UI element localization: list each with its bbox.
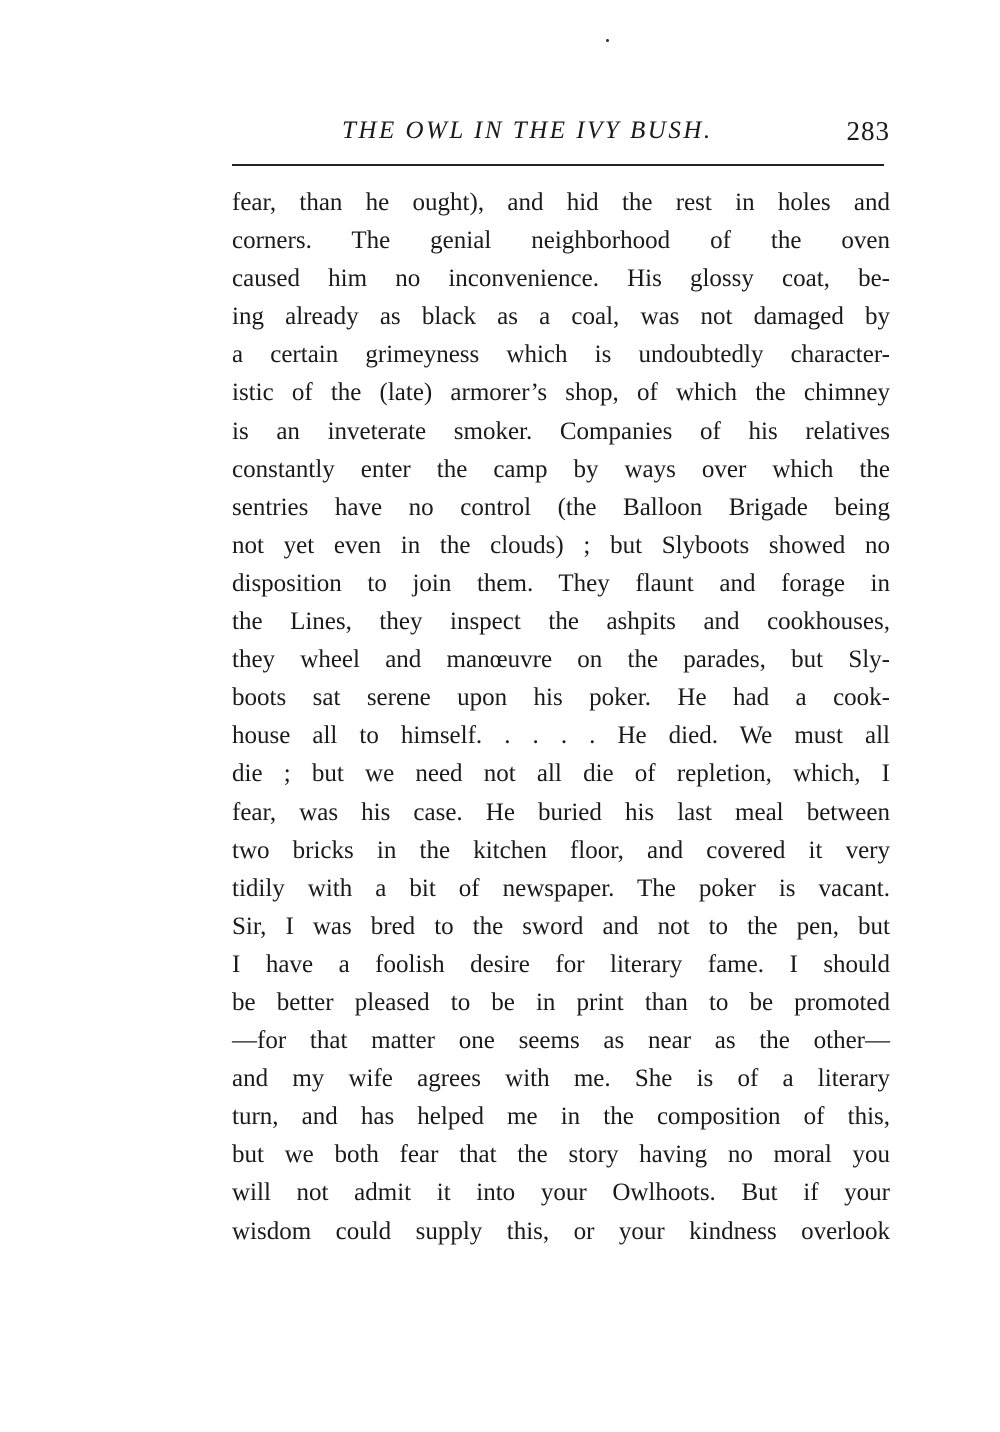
text-line: I have a foolish desire for literary fame. I should — [232, 950, 890, 978]
running-title: THE OWL IN THE IVY BUSH. — [342, 117, 713, 144]
header-rule — [232, 164, 884, 166]
text-line: will not admit it into your Owlhoots. But if your — [232, 1179, 890, 1207]
text-line: a certain grimeyness which is undoubtedly character- — [232, 341, 890, 369]
ink-speck — [606, 39, 609, 42]
text-line: fear, was his case. He buried his last meal between — [232, 798, 890, 826]
text-line: caused him no inconvenience. His glossy coat, be- — [232, 265, 890, 293]
text-line: corners. The genial neighborhood of the oven — [232, 227, 890, 255]
running-head — [232, 113, 890, 149]
text-line: two bricks in the kitchen floor, and covered it very — [232, 836, 890, 864]
text-line: the Lines, they inspect the ashpits and cookhouses, — [232, 608, 890, 636]
text-line: house all to himself. . . . . He died. We must all — [232, 722, 890, 750]
body-text — [232, 184, 890, 1251]
text-line: boots sat serene upon his poker. He had a cook- — [232, 684, 890, 712]
text-line: wisdom could supply this, or your kindness overlook — [232, 1217, 890, 1245]
page-number: 283 — [846, 116, 890, 146]
text-line: Sir, I was bred to the sword and not to the pen, but — [232, 912, 890, 940]
text-line: turn, and has helped me in the composition of this, — [232, 1103, 890, 1131]
text-line: ing already as black as a coal, was not damaged by — [232, 303, 890, 331]
text-line: sentries have no control (the Balloon Brigade being — [232, 493, 890, 521]
text-line: die ; but we need not all die of repletion, which, I — [232, 760, 890, 788]
text-line: is an inveterate smoker. Companies of his relatives — [232, 417, 890, 445]
text-line: disposition to join them. They flaunt and forage in — [232, 569, 890, 597]
text-line: fear, than he ought), and hid the rest in holes and — [232, 189, 890, 216]
text-line: and my wife agrees with me. She is of a literary — [232, 1065, 890, 1093]
text-line: —for that matter one seems as near as the other— — [232, 1027, 890, 1055]
text-line: tidily with a bit of newspaper. The poker is vacant. — [232, 874, 890, 902]
text-line: they wheel and manœuvre on the parades, but Sly- — [232, 646, 890, 674]
text-line: but we both fear that the story having no moral you — [232, 1141, 890, 1169]
text-line: istic of the (late) armorer’s shop, of which the chimney — [232, 379, 890, 407]
text-line: constantly enter the camp by ways over which the — [232, 455, 890, 483]
text-line: not yet even in the clouds) ; but Slyboots showed no — [232, 531, 890, 559]
text-line: be better pleased to be in print than to be promoted — [232, 988, 890, 1016]
